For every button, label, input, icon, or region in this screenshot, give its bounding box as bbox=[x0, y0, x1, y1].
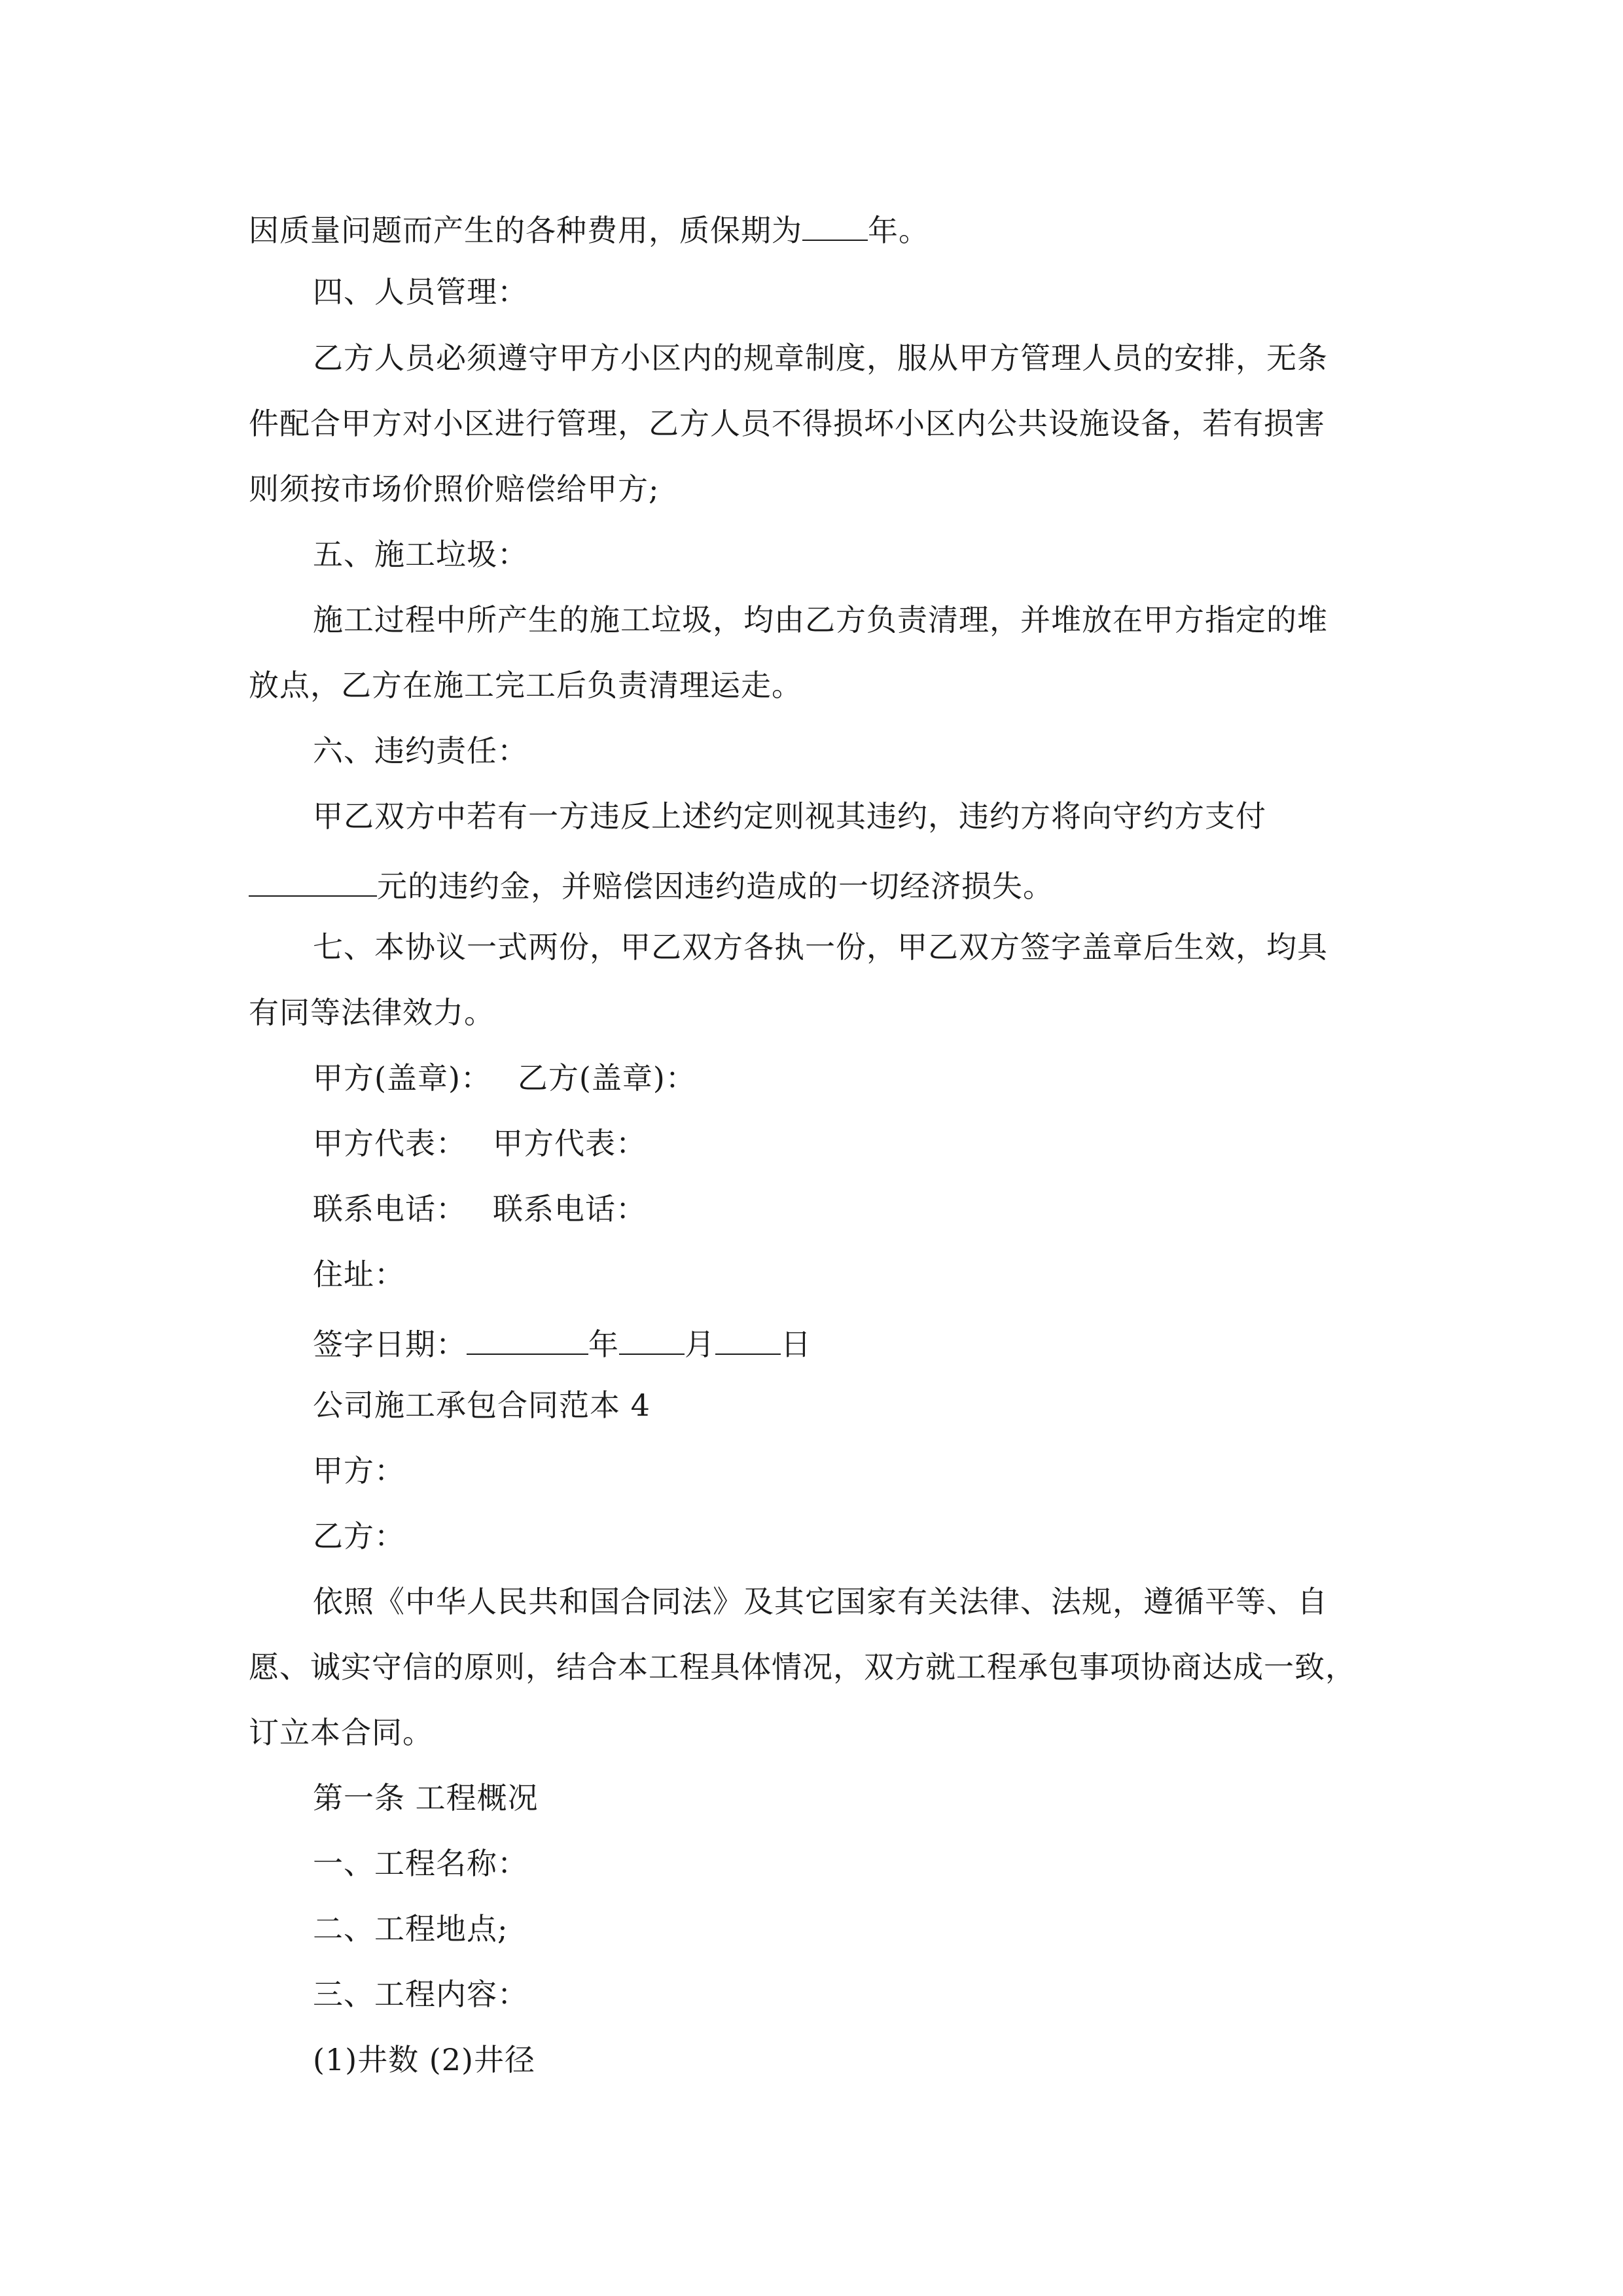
date-line bbox=[313, 1325, 812, 1362]
section-heading: 五、施工垃圾： bbox=[313, 537, 528, 572]
party-b-label: 乙方： bbox=[313, 1518, 405, 1554]
list-item: 一、工程名称： bbox=[313, 1846, 528, 1881]
paragraph-line bbox=[249, 867, 1054, 904]
paragraph-line: 订立本合同。 bbox=[249, 1715, 433, 1750]
list-item: 三、工程内容： bbox=[313, 1977, 528, 2012]
day-label: 日 bbox=[781, 1327, 812, 1362]
signature-label: 甲方代表： bbox=[493, 1126, 647, 1161]
party-a-label: 甲方： bbox=[313, 1453, 405, 1488]
signature-line bbox=[313, 1060, 696, 1096]
paragraph-line: 放点，乙方在施工完工后负责清理运走。 bbox=[249, 668, 802, 703]
signature-label: 甲方代表： bbox=[313, 1126, 467, 1161]
paragraph-line: 则须按市场价照价赔偿给甲方; bbox=[249, 471, 660, 507]
signature-label: 甲方(盖章)： bbox=[313, 1060, 491, 1096]
paragraph-line: 有同等法律效力。 bbox=[249, 995, 495, 1030]
paragraph-line: 依照《中华人民共和国合同法》及其它国家有关法律、法规，遵循平等、自 bbox=[313, 1584, 1328, 1619]
signature-label: 联系电话： bbox=[313, 1191, 467, 1227]
paragraph-line: 七、本协议一式两份，甲乙双方各执一份，甲乙双方签字盖章后生效，均具 bbox=[313, 929, 1328, 965]
paragraph-line bbox=[249, 211, 929, 248]
year-blank bbox=[467, 1325, 588, 1355]
fill-blank bbox=[802, 211, 868, 241]
paragraph-line: 愿、诚实守信的原则，结合本工程具体情况，双方就工程承包事项协商达成一致， bbox=[249, 1649, 1356, 1685]
month-label: 月 bbox=[685, 1327, 715, 1362]
date-label: 签字日期： bbox=[313, 1327, 467, 1362]
section-heading: 六、违约责任： bbox=[313, 733, 528, 768]
paragraph-line: 甲乙双方中若有一方违反上述约定则视其违约，违约方将向守约方支付 bbox=[313, 798, 1266, 834]
signature-label: 乙方(盖章)： bbox=[517, 1060, 696, 1096]
section-heading: 四、人员管理： bbox=[313, 274, 528, 310]
contract-title: 公司施工承包合同范本 4 bbox=[313, 1388, 651, 1423]
signature-label: 联系电话： bbox=[493, 1191, 647, 1227]
text-segment: 因质量问题而产生的各种费用，质保期为 bbox=[249, 213, 802, 248]
paragraph-line: 件配合甲方对小区进行管理，乙方人员不得损坏小区内公共设施设备，若有损害 bbox=[249, 406, 1325, 441]
address-label: 住址： bbox=[313, 1257, 405, 1292]
text-segment: 年。 bbox=[868, 213, 929, 248]
day-blank bbox=[715, 1325, 781, 1355]
list-item: (1)井数 (2)井径 bbox=[313, 2042, 535, 2077]
signature-line bbox=[313, 1126, 647, 1161]
text-segment: 元的违约金，并赔偿因违约造成的一切经济损失。 bbox=[377, 869, 1054, 904]
article-heading: 第一条 工程概况 bbox=[313, 1780, 539, 1816]
paragraph-line: 乙方人员必须遵守甲方小区内的规章制度，服从甲方管理人员的安排，无条 bbox=[313, 340, 1328, 376]
fill-blank bbox=[249, 867, 377, 897]
list-item: 二、工程地点; bbox=[313, 1911, 508, 1946]
year-label: 年 bbox=[588, 1327, 619, 1362]
signature-line bbox=[313, 1191, 647, 1227]
month-blank bbox=[619, 1325, 685, 1355]
paragraph-line: 施工过程中所产生的施工垃圾，均由乙方负责清理，并堆放在甲方指定的堆 bbox=[313, 602, 1328, 637]
